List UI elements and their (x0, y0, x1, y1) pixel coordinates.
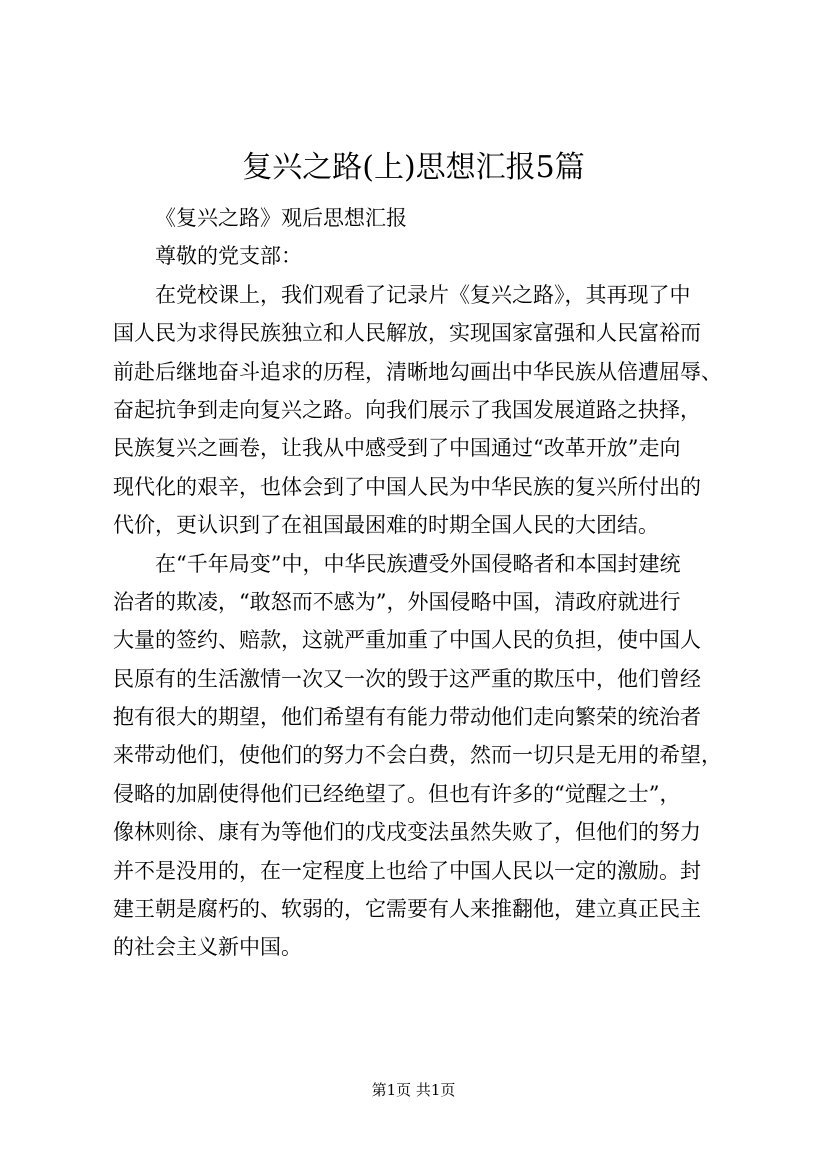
page-number: 第1页 共1页 (371, 1081, 456, 1099)
paragraph-line: 民族复兴之画卷，让我从中感受到了中国通过“改革开放”走向 (113, 436, 681, 461)
paragraph-line: 国人民为求得民族独立和人民解放，实现国家富强和人民富裕而 (113, 321, 701, 346)
salutation: 尊敬的党支部： (155, 244, 302, 269)
paragraph-line: 治者的欺凌，“敢怒而不感为”，外国侵略中国，清政府就进行 (113, 589, 681, 614)
paragraph-line: 代价，更认识到了在祖国最困难的时期全国人民的大团结。 (113, 513, 659, 538)
paragraph-2 (113, 545, 733, 967)
paragraph-line: 前赴后继地奋斗追求的历程，清晰地勾画出中华民族从倍遭屈辱、 (113, 359, 722, 384)
paragraph-line: 在党校课上，我们观看了记录片《复兴之路》，其再现了中 (155, 282, 691, 307)
paragraph-1 (113, 276, 733, 545)
document-body (113, 199, 733, 967)
paragraph-line: 并不是没用的，在一定程度上也给了中国人民以一定的激励。封 (113, 858, 701, 883)
paragraph-line: 抱有很大的期望，他们希望有有能力带动他们走向繁荣的统治者 (113, 705, 701, 730)
paragraph-line: 侵略的加剧使得他们已经绝望了。但也有许多的“觉醒之士”， (113, 781, 681, 806)
paragraph-line: 像林则徐、康有为等他们的戊戌变法虽然失败了，但他们的努力 (113, 820, 701, 845)
paragraph-line: 在“千年局变”中，中华民族遭受外国侵略者和本国封建统 (155, 551, 681, 576)
document-subtitle: 《复兴之路》观后思想汇报 (155, 206, 407, 230)
document-title: 复兴之路(上)思想汇报5篇 (242, 150, 585, 185)
paragraph-line: 奋起抗争到走向复兴之路。向我们展示了我国发展道路之抉择， (113, 397, 701, 422)
paragraph-line: 大量的签约、赔款，这就严重加重了中国人民的负担，使中国人 (113, 628, 701, 653)
paragraph-line: 现代化的艰辛，也体会到了中国人民为中华民族的复兴所付出的 (113, 474, 701, 499)
paragraph-line: 的社会主义新中国。 (113, 935, 302, 960)
paragraph-line: 建王朝是腐朽的、软弱的，它需要有人来推翻他，建立真正民主 (113, 897, 701, 922)
paragraph-line: 民原有的生活激情一次又一次的毁于这严重的欺压中，他们曾经 (113, 666, 701, 691)
paragraph-line: 来带动他们，使他们的努力不会白费，然而一切只是无用的希望， (113, 743, 722, 768)
